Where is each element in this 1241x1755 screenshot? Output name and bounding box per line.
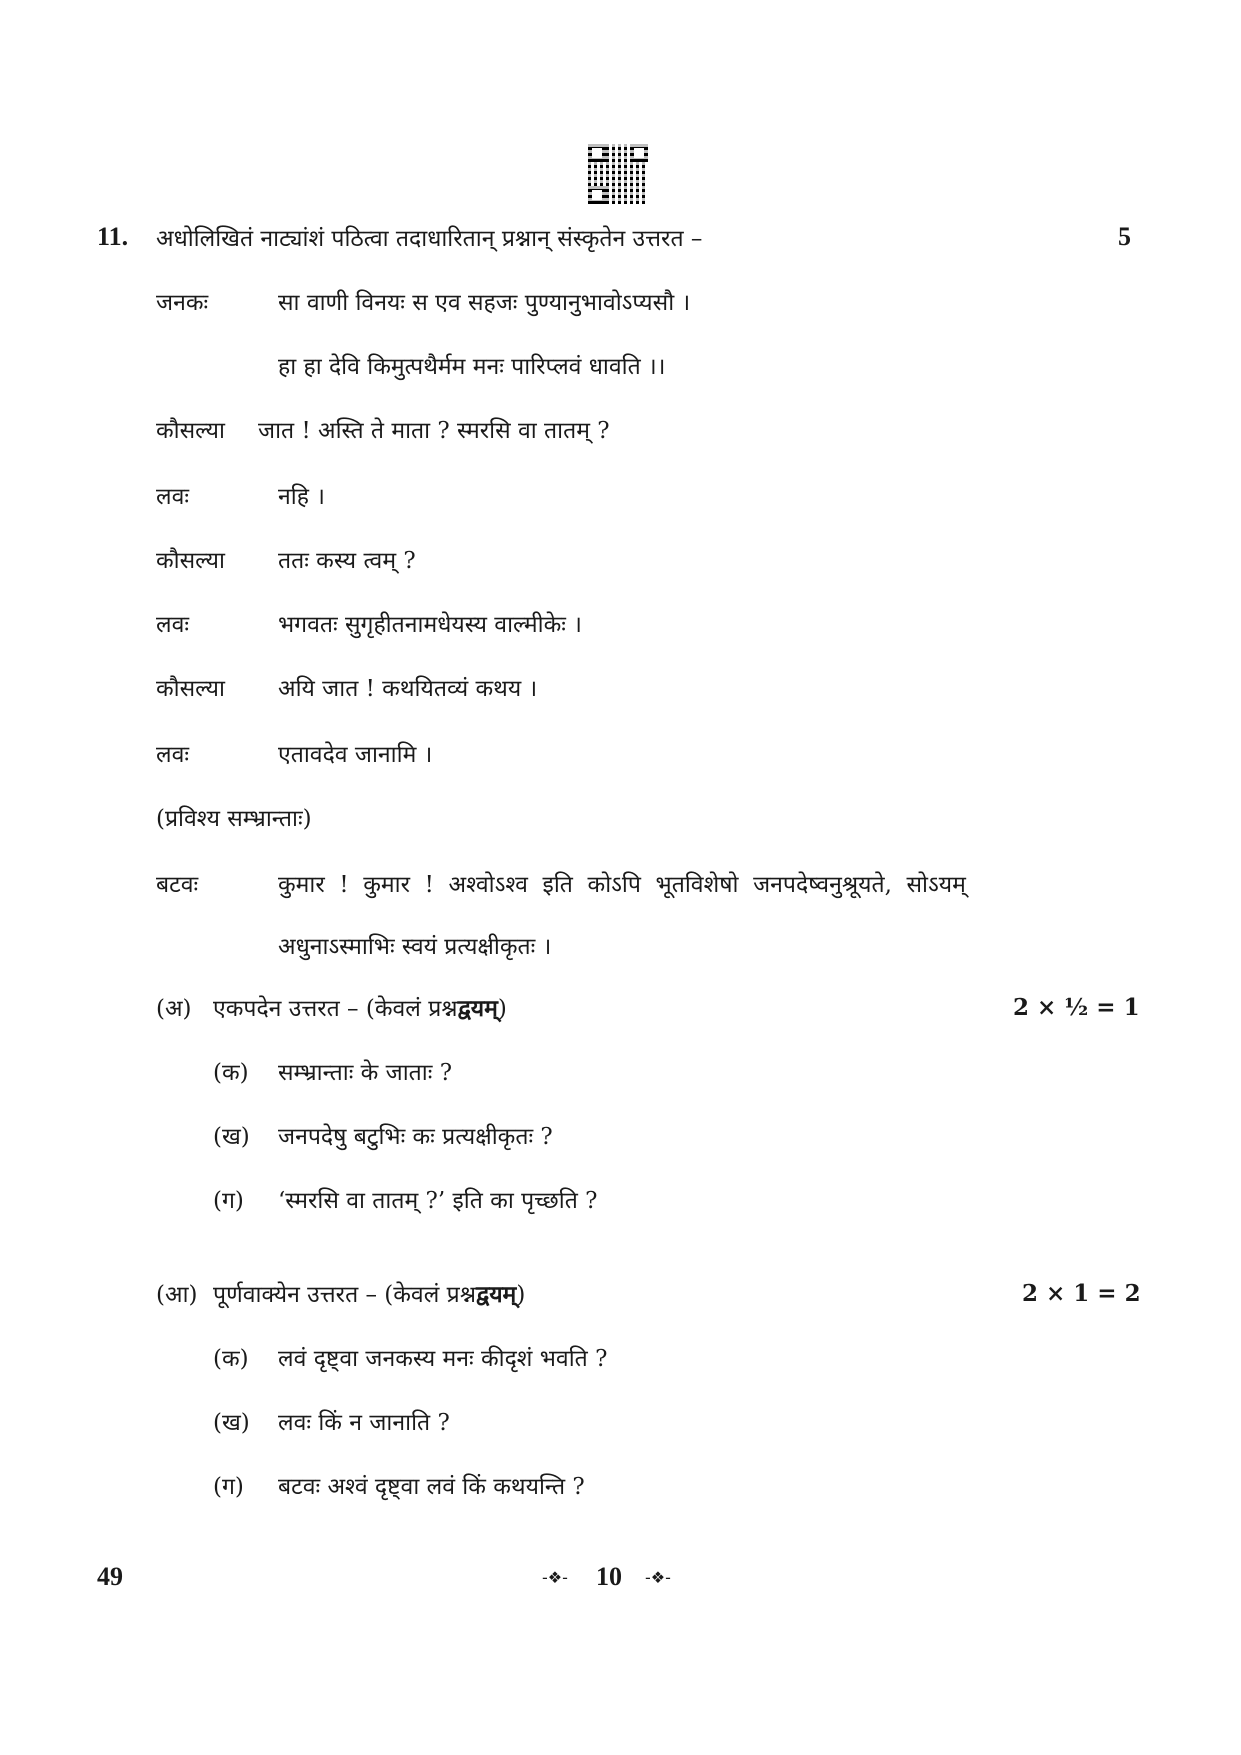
speaker-label: कौसल्या xyxy=(156,676,225,702)
stage-direction: (प्रविश्य सम्भ्रान्ताः) xyxy=(156,806,312,832)
qr-code xyxy=(588,144,648,204)
speaker-label: लवः xyxy=(156,484,190,510)
section-marks: 2 × ½ = 1 xyxy=(1013,994,1140,1021)
item-question: सम्भ्रान्ताः के जाताः ? xyxy=(278,1060,453,1086)
section-marks: 2 × 1 = 2 xyxy=(1022,1280,1141,1307)
ornament-left-icon: -❖- xyxy=(542,1568,568,1587)
note-prefix: (केवलं प्रश्न xyxy=(384,1282,476,1308)
section-title xyxy=(213,994,507,1024)
dialogue-line: कुमार ! कुमार ! अश्वोऽश्व इति कोऽपि भूतविशेषो जनपदेष्वनुश्रूयते, सोऽयम् xyxy=(278,872,966,898)
speaker-label: लवः xyxy=(156,612,190,638)
note-suffix: ) xyxy=(497,996,507,1022)
dialogue-line: अधुनाऽस्माभिः स्वयं प्रत्यक्षीकृतः । xyxy=(278,934,552,960)
dialogue-line: भगवतः सुगृहीतनामधेयस्य वाल्मीकेः । xyxy=(278,612,582,638)
item-label: (ख) xyxy=(213,1124,250,1150)
speaker-label: जनकः xyxy=(156,290,209,316)
dialogue-line: जात ! अस्ति ते माता ? स्मरसि वा तातम् ? xyxy=(258,418,610,444)
dialogue-line: सा वाणी विनयः स एव सहजः पुण्यानुभावोऽप्यसौ । xyxy=(278,290,691,316)
dialogue-line: एतावदेव जानामि । xyxy=(278,742,433,768)
dialogue-line: हा हा देवि किमुत्पथैर्मम मनः पारिप्लवं धावति ।। xyxy=(278,354,666,380)
dialogue-line: नहि । xyxy=(278,484,325,510)
note-bold: द्वयम् xyxy=(475,1281,517,1308)
section-note xyxy=(384,1282,525,1308)
paper-code: 49 xyxy=(97,1562,123,1591)
page-number: 10 xyxy=(596,1562,622,1591)
question-marks: 5 xyxy=(1118,222,1131,251)
item-label: (क) xyxy=(213,1060,249,1086)
item-question: ‘स्मरसि वा तातम् ?’ इति का पृच्छति ? xyxy=(278,1188,598,1214)
dialogue-line: ततः कस्य त्वम् ? xyxy=(278,548,416,574)
item-question: जनपदेषु बटुभिः कः प्रत्यक्षीकृतः ? xyxy=(278,1124,553,1150)
section-note xyxy=(366,996,507,1022)
speaker-label: लवः xyxy=(156,742,190,768)
dialogue-line: अयि जात ! कथयितव्यं कथय । xyxy=(278,676,538,702)
question-number: 11. xyxy=(97,222,129,251)
section-title-text: पूर्णवाक्येन उत्तरत – xyxy=(213,1282,377,1308)
speaker-label: बटवः xyxy=(156,872,199,898)
item-label: (ख) xyxy=(213,1410,250,1436)
item-question: लवं दृष्ट्वा जनकस्य मनः कीदृशं भवति ? xyxy=(278,1346,608,1372)
question-instruction: अधोलिखितं नाट्यांशं पठित्वा तदाधारितान् प्रश्नान् संस्कृतेन उत्तरत – xyxy=(156,226,703,252)
section-label: (अ) xyxy=(156,996,192,1022)
section-title-text: एकपदेन उत्तरत – xyxy=(213,996,359,1022)
note-bold: द्वयम् xyxy=(457,995,498,1022)
note-suffix: ) xyxy=(516,1282,526,1308)
section-label: (आ) xyxy=(156,1282,198,1308)
ornament-right-icon: -❖- xyxy=(645,1568,671,1587)
item-question: बटवः अश्वं दृष्ट्वा लवं किं कथयन्ति ? xyxy=(278,1474,585,1500)
speaker-label: कौसल्या xyxy=(156,548,225,574)
item-question: लवः किं न जानाति ? xyxy=(278,1410,450,1436)
note-prefix: (केवलं प्रश्न xyxy=(365,996,458,1022)
item-label: (ग) xyxy=(213,1474,244,1500)
section-title xyxy=(213,1280,525,1310)
speaker-label: कौसल्या xyxy=(156,418,225,444)
item-label: (ग) xyxy=(213,1188,244,1214)
item-label: (क) xyxy=(213,1346,249,1372)
